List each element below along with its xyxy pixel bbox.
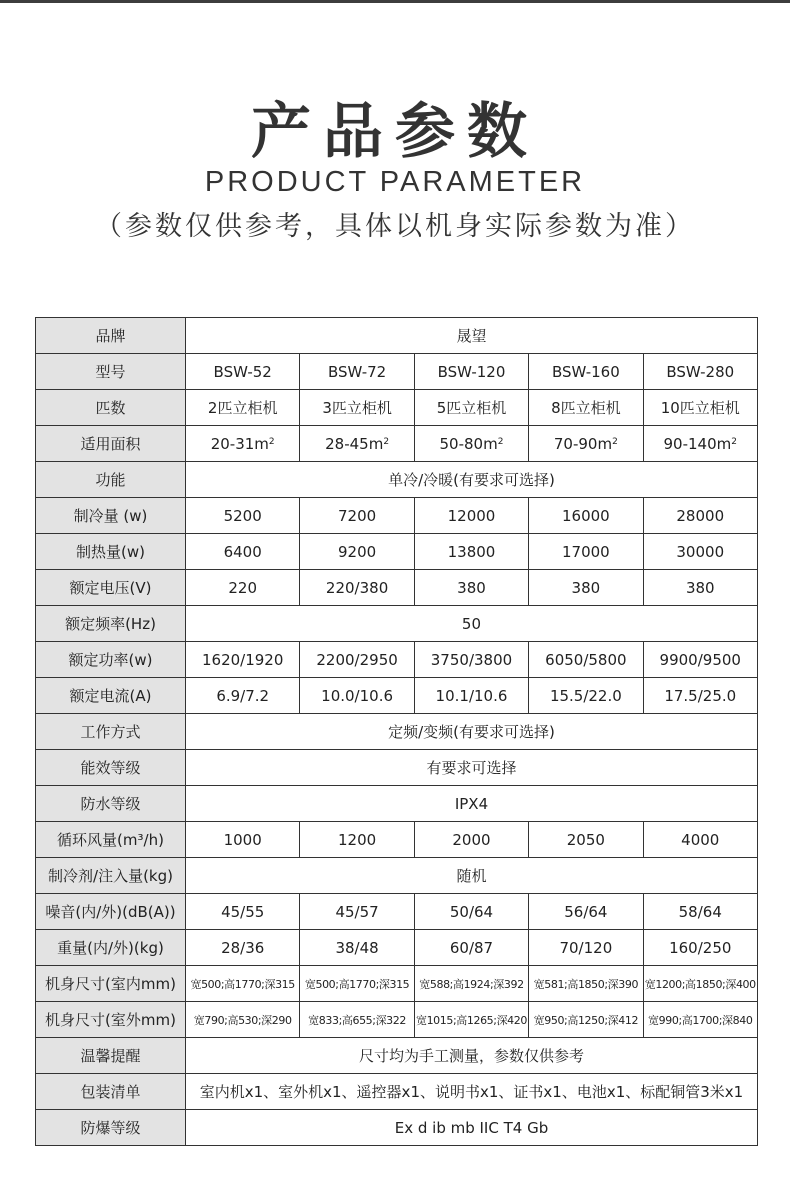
table-row: [36, 678, 758, 714]
row-value: 室内机x1、室外机x1、遥控器x1、说明书x1、证书x1、电池x1、标配铜管3米x1: [186, 1074, 758, 1110]
row-label: 噪音(内/外)(dB(A)): [36, 894, 186, 930]
table-row: [36, 318, 758, 354]
row-value: 9200: [300, 534, 414, 570]
row-value: BSW-72: [300, 354, 414, 390]
row-value: 3750/3800: [414, 642, 528, 678]
row-value: [643, 426, 757, 462]
row-label: 适用面积: [36, 426, 186, 462]
row-label: 额定功率(w): [36, 642, 186, 678]
table-row: [36, 642, 758, 678]
table-row: [36, 714, 758, 750]
table-row: [36, 1074, 758, 1110]
table-row: [36, 354, 758, 390]
value-text: 50-80m: [439, 434, 498, 453]
row-value: 58/64: [643, 894, 757, 930]
row-value: 380: [643, 570, 757, 606]
row-value: 38/48: [300, 930, 414, 966]
table-row: [36, 462, 758, 498]
page-title: 产品参数: [251, 97, 539, 167]
row-label: 机身尺寸(室外mm): [36, 1002, 186, 1038]
table-row: [36, 930, 758, 966]
row-value: 宽500;高1770;深315: [186, 966, 300, 1002]
row-value: 28000: [643, 498, 757, 534]
table-row: [36, 822, 758, 858]
row-value: 2200/2950: [300, 642, 414, 678]
row-label: 额定电流(A): [36, 678, 186, 714]
row-value: [300, 426, 414, 462]
row-value: 10匹立柜机: [643, 390, 757, 426]
row-label: 防爆等级: [36, 1110, 186, 1146]
row-value: 30000: [643, 534, 757, 570]
row-value: 2000: [414, 822, 528, 858]
row-label: 重量(内/外)(kg): [36, 930, 186, 966]
row-value: 晟望: [186, 318, 758, 354]
row-value: 宽833;高655;深322: [300, 1002, 414, 1038]
row-label: 防水等级: [36, 786, 186, 822]
parameter-table-body: [36, 318, 758, 1146]
row-label: 机身尺寸(室内mm): [36, 966, 186, 1002]
row-label: 包装清单: [36, 1074, 186, 1110]
unit-superscript: 2: [731, 436, 737, 447]
row-value: 5匹立柜机: [414, 390, 528, 426]
row-value: 6050/5800: [529, 642, 643, 678]
top-rule: [0, 0, 790, 3]
row-value: 宽950;高1250;深412: [529, 1002, 643, 1038]
row-value: 50: [186, 606, 758, 642]
unit-superscript: 2: [612, 436, 618, 447]
row-value: 单冷/冷暖(有要求可选择): [186, 462, 758, 498]
row-value: 尺寸均为手工测量，参数仅供参考: [186, 1038, 758, 1074]
row-value: 宽1015;高1265;深420: [414, 1002, 528, 1038]
table-row: [36, 498, 758, 534]
row-value: 4000: [643, 822, 757, 858]
table-row: [36, 390, 758, 426]
row-value: 70/120: [529, 930, 643, 966]
row-value: 2050: [529, 822, 643, 858]
row-value: BSW-160: [529, 354, 643, 390]
row-value: 8匹立柜机: [529, 390, 643, 426]
row-label: 功能: [36, 462, 186, 498]
row-value: 宽1200;高1850;深400: [643, 966, 757, 1002]
table-row: [36, 966, 758, 1002]
row-value: 160/250: [643, 930, 757, 966]
row-label: 制冷量 (w): [36, 498, 186, 534]
row-label: 型号: [36, 354, 186, 390]
row-value: 宽500;高1770;深315: [300, 966, 414, 1002]
row-value: 56/64: [529, 894, 643, 930]
disclaimer-subtitle: （参数仅供参考，具体以机身实际参数为准）: [95, 211, 695, 242]
row-value: 220: [186, 570, 300, 606]
table-row: [36, 606, 758, 642]
row-label: 匹数: [36, 390, 186, 426]
row-value: 380: [414, 570, 528, 606]
row-value: 6.9/7.2: [186, 678, 300, 714]
row-value: 45/55: [186, 894, 300, 930]
table-row: [36, 750, 758, 786]
row-label: 品牌: [36, 318, 186, 354]
table-row: [36, 894, 758, 930]
row-value: 宽588;高1924;深392: [414, 966, 528, 1002]
row-label: 额定电压(V): [36, 570, 186, 606]
value-text: 20-31m: [210, 434, 269, 453]
table-row: [36, 426, 758, 462]
row-label: 制热量(w): [36, 534, 186, 570]
row-value: 1000: [186, 822, 300, 858]
unit-superscript: 2: [268, 436, 275, 447]
row-value: 17000: [529, 534, 643, 570]
row-value: 12000: [414, 498, 528, 534]
row-value: 有要求可选择: [186, 750, 758, 786]
row-value: 17.5/25.0: [643, 678, 757, 714]
row-value: 6400: [186, 534, 300, 570]
row-value: 16000: [529, 498, 643, 534]
table-row: [36, 570, 758, 606]
table-row: [36, 786, 758, 822]
row-value: 380: [529, 570, 643, 606]
row-value: 9900/9500: [643, 642, 757, 678]
row-value: 5200: [186, 498, 300, 534]
row-value: 3匹立柜机: [300, 390, 414, 426]
row-value: 60/87: [414, 930, 528, 966]
row-value: IPX4: [186, 786, 758, 822]
row-value: 45/57: [300, 894, 414, 930]
row-value: 2匹立柜机: [186, 390, 300, 426]
value-text: 28-45m: [325, 434, 384, 453]
row-value: 1200: [300, 822, 414, 858]
row-value: 宽990;高1700;深840: [643, 1002, 757, 1038]
row-value: 宽790;高530;深290: [186, 1002, 300, 1038]
row-label: 能效等级: [36, 750, 186, 786]
row-value: BSW-280: [643, 354, 757, 390]
row-label: 额定频率(Hz): [36, 606, 186, 642]
value-text: 90-140m: [663, 434, 732, 453]
row-value: BSW-52: [186, 354, 300, 390]
row-value: [186, 426, 300, 462]
row-label: 制冷剂/注入量(kg): [36, 858, 186, 894]
page-title-english: PRODUCT PARAMETER: [204, 166, 586, 198]
row-value: [529, 426, 643, 462]
table-row: [36, 1002, 758, 1038]
row-label: 工作方式: [36, 714, 186, 750]
row-value: [414, 426, 528, 462]
row-value: Ex d ib mb IIC T4 Gb: [186, 1110, 758, 1146]
table-row: [36, 534, 758, 570]
table-row: [36, 858, 758, 894]
row-value: 220/380: [300, 570, 414, 606]
row-value: 50/64: [414, 894, 528, 930]
row-value: 10.1/10.6: [414, 678, 528, 714]
row-value: 15.5/22.0: [529, 678, 643, 714]
row-value: 10.0/10.6: [300, 678, 414, 714]
table-row: [36, 1038, 758, 1074]
row-value: 1620/1920: [186, 642, 300, 678]
unit-superscript: 2: [497, 436, 504, 447]
table-row: [36, 1110, 758, 1146]
row-value: 28/36: [186, 930, 300, 966]
row-value: 随机: [186, 858, 758, 894]
row-label: 温馨提醒: [36, 1038, 186, 1074]
row-label: 循环风量(m³/h): [36, 822, 186, 858]
row-value: 宽581;高1850;深390: [529, 966, 643, 1002]
parameter-table: [35, 317, 758, 1146]
row-value: 13800: [414, 534, 528, 570]
unit-superscript: 2: [383, 436, 390, 447]
value-text: 70-90m: [553, 434, 613, 453]
row-value: 定频/变频(有要求可选择): [186, 714, 758, 750]
row-value: 7200: [300, 498, 414, 534]
row-value: BSW-120: [414, 354, 528, 390]
